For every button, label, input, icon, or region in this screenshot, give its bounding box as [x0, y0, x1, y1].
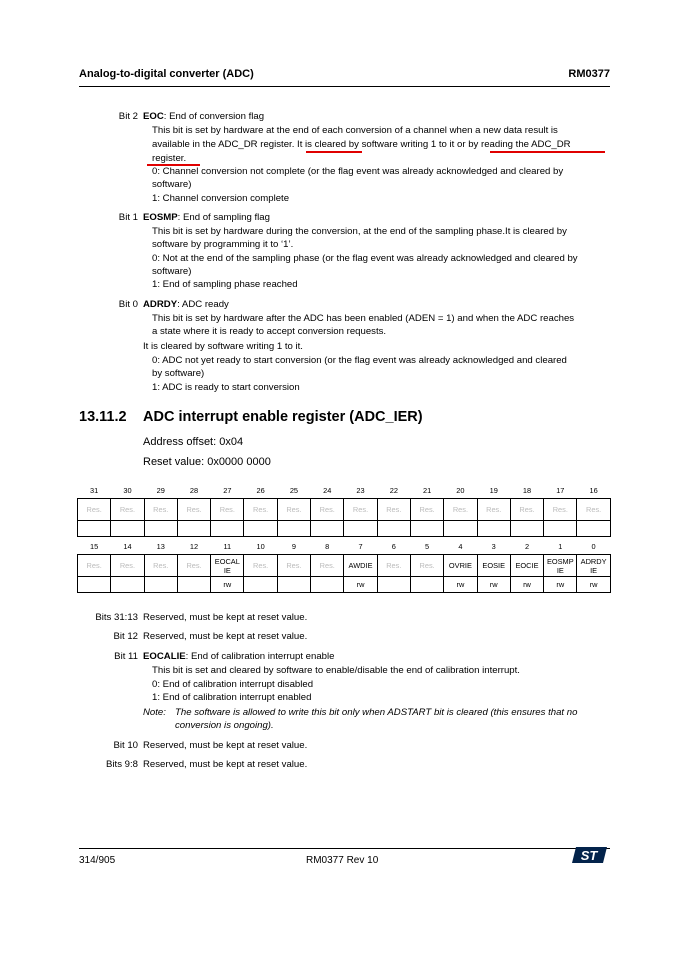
bit0-title: : ADC ready	[177, 299, 229, 310]
access-cell: rw	[344, 577, 377, 593]
bit1-opt0b: software)	[152, 266, 192, 277]
bit11-title: : End of calibration interrupt enable	[185, 651, 335, 662]
access-cell: rw	[577, 577, 610, 593]
red-underline-cleared	[306, 151, 362, 153]
bit-number: 4	[458, 541, 463, 551]
access-cell	[410, 577, 443, 593]
bit-number: 1	[558, 541, 563, 551]
register-field: Res.	[377, 499, 410, 521]
access-cell	[277, 521, 310, 537]
bit0-line2: a state where it is ready to accept conversion requests.	[152, 326, 387, 337]
access-cell	[477, 521, 510, 537]
bit11-line1: This bit is set and cleared by software to enable/disable the end of calibration interrupt.	[152, 665, 520, 676]
register-field: Res.	[111, 555, 144, 577]
access-cell: rw	[444, 577, 477, 593]
register-field: Res.	[510, 499, 543, 521]
access-cell	[244, 577, 277, 593]
bit2-opt1: 1: Channel conversion complete	[152, 193, 290, 204]
bit0-line1: This bit is set by hardware after the ADC has been enabled (ADEN = 1) and when the ADC reaches	[152, 313, 575, 324]
register-field: Res.	[244, 555, 277, 577]
bit12-label: Bit 12	[113, 631, 138, 642]
register-field: Res.	[544, 499, 577, 521]
bit2-line2a: available in the ADC_DR register.	[152, 139, 298, 150]
bit2-line2c: by software writing 1 to it or	[346, 139, 469, 150]
register-field: OVRIE	[444, 555, 477, 577]
bit-number: 9	[291, 541, 296, 551]
bit2-heading	[143, 111, 264, 123]
bit0-opt0b: by software)	[152, 368, 205, 379]
red-underline-reading	[490, 151, 605, 153]
bits31-13-text: Reserved, must be kept at reset value.	[143, 612, 308, 623]
access-cell	[144, 521, 177, 537]
access-cell	[111, 577, 144, 593]
register-field: Res.	[444, 499, 477, 521]
page-number: 314/905	[79, 855, 116, 866]
access-cell	[444, 521, 477, 537]
access-cell	[544, 521, 577, 537]
bit11-label: Bit 11	[114, 651, 138, 662]
register-field: Res.	[410, 499, 443, 521]
access-cell	[78, 577, 111, 593]
access-cell: rw	[510, 577, 543, 593]
page-header-doc: RM0377	[568, 68, 610, 80]
bit1-line1: This bit is set by hardware during the conversion, at the end of the sampling phase.It is cleared by	[152, 226, 567, 237]
register-field: Res.	[311, 555, 344, 577]
bit0-label: Bit 0	[118, 299, 138, 310]
register-field: EOSMP IE	[544, 555, 577, 577]
bit-number: 24	[323, 485, 332, 495]
footer-rule	[79, 848, 610, 849]
access-cell: rw	[544, 577, 577, 593]
bit1-name: EOSMP	[143, 212, 178, 223]
bit-number: 29	[156, 485, 165, 495]
access-cell	[577, 521, 610, 537]
access-cell	[510, 521, 543, 537]
bit-number: 28	[189, 485, 199, 495]
bit10-text: Reserved, must be kept at reset value.	[143, 740, 308, 751]
bit-number: 10	[256, 541, 265, 551]
register-field: Res.	[477, 499, 510, 521]
bits9-8-text: Reserved, must be kept at reset value.	[143, 759, 308, 770]
register-bit-numbers-high	[78, 482, 611, 499]
register-field: Res.	[577, 499, 610, 521]
register-field: EOSIE	[477, 555, 510, 577]
register-access-high	[78, 521, 611, 537]
bit12-text: Reserved, must be kept at reset value.	[143, 631, 308, 642]
bit-number: 25	[289, 485, 299, 495]
bit-number: 0	[591, 541, 596, 551]
register-field: Res.	[344, 499, 377, 521]
bit-number: 11	[223, 541, 232, 551]
bit1-label: Bit 1	[118, 212, 138, 223]
bits9-8-label: Bits 9:8	[106, 759, 138, 770]
note-line2: conversion is ongoing).	[175, 720, 274, 731]
note-line1: The software is allowed to write this bit only when ADSTART bit is cleared (this ensures that no	[175, 707, 578, 718]
register-field: Res.	[377, 555, 410, 577]
register-access-low	[78, 577, 611, 593]
bit-number: 30	[123, 485, 132, 495]
bit-number: 5	[425, 541, 430, 551]
bit0-opt1: 1: ADC is ready to start conversion	[152, 382, 300, 393]
access-cell	[211, 521, 244, 537]
register-field: EOCAL IE	[211, 555, 244, 577]
bit0-name: ADRDY	[143, 299, 178, 310]
register-fields-low	[78, 555, 611, 577]
bit-number: 26	[256, 485, 265, 495]
register-field: Res.	[244, 499, 277, 521]
bit0-opt0a: 0: ADC not yet ready to start conversion (or the flag event was already acknowledged and cleared	[152, 355, 567, 366]
bit2-line1: This bit is set by hardware at the end of each conversion of a channel when a new data result is	[152, 125, 558, 136]
st-logo-icon	[570, 846, 608, 864]
access-cell	[111, 521, 144, 537]
register-fields-high	[78, 499, 611, 521]
bit11-opt1: 1: End of calibration interrupt enabled	[152, 692, 312, 703]
bit2-name: EOC	[143, 111, 164, 122]
register-field: AWDIE	[344, 555, 377, 577]
register-field: Res.	[410, 555, 443, 577]
access-cell	[177, 521, 210, 537]
register-field: EOCIE	[510, 555, 543, 577]
bit1-title: : End of sampling flag	[177, 212, 270, 223]
access-cell	[311, 577, 344, 593]
bit1-heading	[143, 212, 270, 224]
register-bit-numbers-low	[78, 538, 611, 555]
bit2-label: Bit 2	[118, 111, 138, 122]
bit-number: 14	[123, 541, 132, 551]
register-field: ADRDY IE	[577, 555, 610, 577]
register-table-low	[77, 538, 611, 593]
bit10-label: Bit 10	[113, 740, 138, 751]
bit-number: 15	[90, 541, 99, 551]
reset-value: Reset value: 0x0000 0000	[143, 456, 271, 468]
bit-number: 13	[156, 541, 165, 551]
register-field: Res.	[144, 555, 177, 577]
register-field: Res.	[277, 499, 310, 521]
access-cell	[377, 521, 410, 537]
bit-number: 7	[358, 541, 363, 551]
bit-number: 3	[491, 541, 496, 551]
register-field: Res.	[144, 499, 177, 521]
st-logo-text: ST	[580, 848, 598, 863]
access-cell	[377, 577, 410, 593]
section-number: 13.11.2	[79, 409, 127, 425]
bit11-opt0: 0: End of calibration interrupt disabled	[152, 679, 314, 690]
bit-number: 8	[325, 541, 330, 551]
bit-number: 19	[489, 485, 498, 495]
bit-number: 23	[356, 485, 365, 495]
register-field: Res.	[211, 499, 244, 521]
register-table-high	[77, 482, 611, 537]
bit-number: 20	[456, 485, 465, 495]
bit2-title: : End of conversion flag	[163, 111, 265, 122]
bit2-line3: register.	[152, 153, 187, 164]
bit2-opt0b: software)	[152, 179, 192, 190]
bit11-heading	[143, 651, 334, 663]
register-field: Res.	[177, 499, 210, 521]
bit-number: 31	[90, 485, 99, 495]
register-field: Res.	[177, 555, 210, 577]
bit-number: 16	[589, 485, 598, 495]
address-offset: Address offset: 0x04	[143, 436, 244, 448]
access-cell	[144, 577, 177, 593]
bit-number: 12	[189, 541, 199, 551]
st-logo	[570, 846, 608, 864]
section-title: ADC interrupt enable register (ADC_IER)	[143, 409, 423, 425]
register-field: Res.	[277, 555, 310, 577]
access-cell	[78, 521, 111, 537]
bit2-reading-text: by reading the ADC_DR	[468, 139, 571, 150]
bit2-cleared-text: It is cleared	[297, 139, 347, 150]
register-field: Res.	[311, 499, 344, 521]
register-field: Res.	[78, 499, 111, 521]
bit0-line3: It is cleared by software writing 1 to it.	[143, 341, 303, 352]
bit-number: 6	[391, 541, 396, 551]
bit-number: 18	[522, 485, 532, 495]
register-field: Res.	[111, 499, 144, 521]
footer-doc: RM0377 Rev 10	[306, 855, 379, 866]
bit2-line2	[152, 139, 571, 151]
bit2-opt0a: 0: Channel conversion not complete (or the flag event was already acknowledged and cleared by	[152, 166, 564, 177]
note-label: Note:	[143, 707, 166, 718]
bit1-opt0a: 0: Not at the end of the sampling phase (or the flag event was already acknowledged and cleared by	[152, 253, 578, 264]
access-cell	[344, 521, 377, 537]
access-cell	[177, 577, 210, 593]
bit11-name: EOCALIE	[143, 651, 186, 662]
access-cell	[277, 577, 310, 593]
bits31-13-label: Bits 31:13	[95, 612, 138, 623]
bit1-opt1: 1: End of sampling phase reached	[152, 279, 298, 290]
bit-number: 2	[524, 541, 530, 551]
header-rule	[79, 86, 610, 87]
access-cell	[244, 521, 277, 537]
bit-number: 27	[223, 485, 232, 495]
access-cell: rw	[477, 577, 510, 593]
bit-number: 21	[423, 485, 432, 495]
bit1-line2: software by programming it to ‘1’.	[152, 239, 294, 250]
page-header-title: Analog-to-digital converter (ADC)	[79, 68, 254, 80]
bit-number: 22	[389, 485, 398, 495]
access-cell	[410, 521, 443, 537]
bit-number: 17	[556, 485, 565, 495]
register-field: Res.	[78, 555, 111, 577]
bit0-heading	[143, 299, 229, 311]
access-cell: rw	[211, 577, 244, 593]
access-cell	[311, 521, 344, 537]
